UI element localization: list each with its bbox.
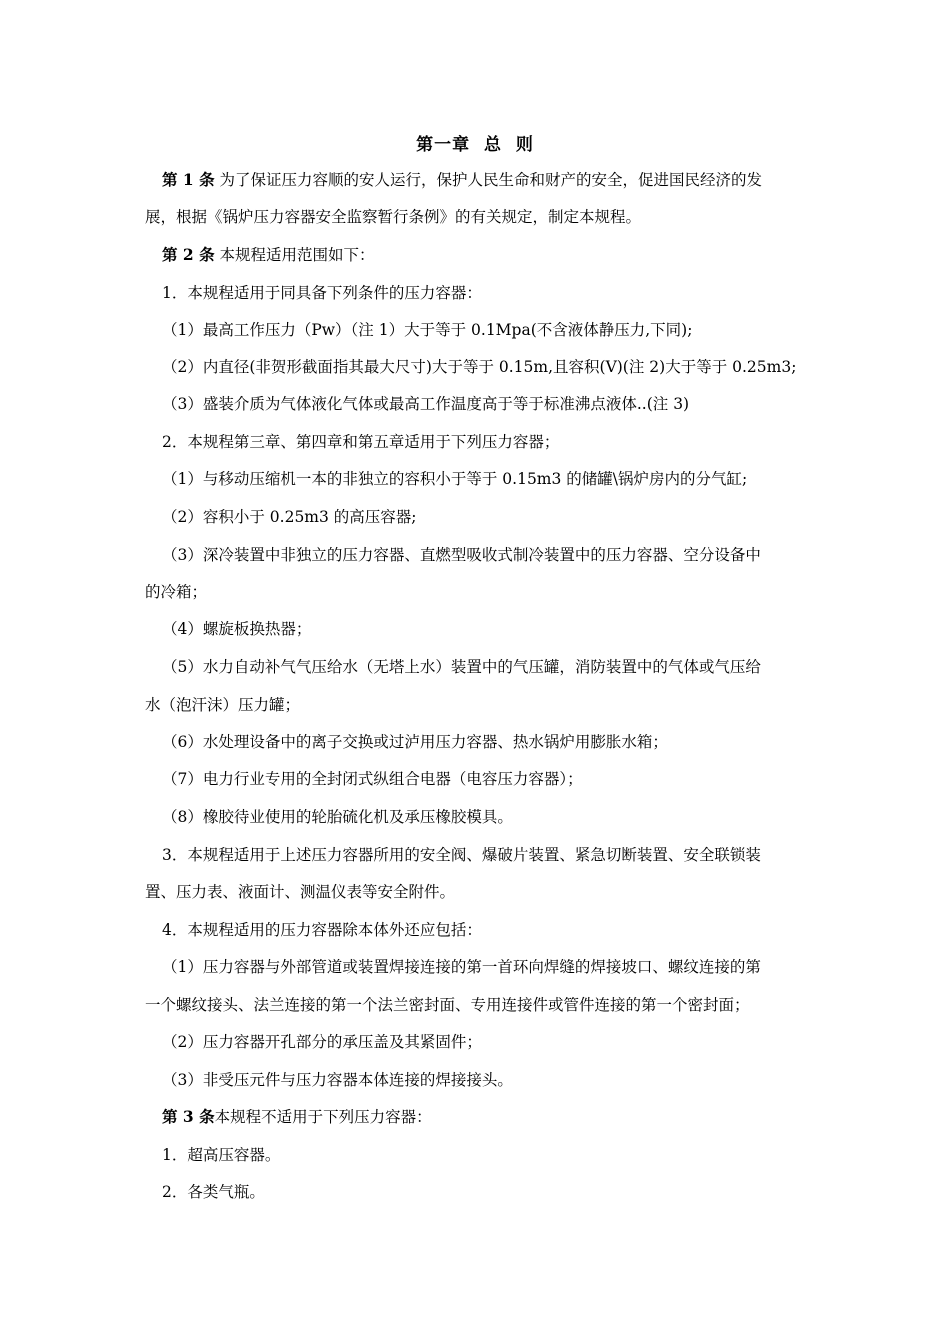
clause-1-item-3: （3）盛装介质为气体液化气体或最高工作温度高于等于标准沸点液体..(注 3) [162, 395, 690, 413]
article-3-label: 第 3 条 [162, 1107, 215, 1126]
article-3-line [162, 1107, 432, 1127]
clause-1-item-2: （2）内直径(非贺形截面指其最大尺寸)大于等于 0.15m,且容积(V)(注 2)大于等于 0.25m3; [162, 358, 797, 376]
article-1-line-1 [162, 170, 762, 190]
article-1-text: 为了保证压力容顺的安人运行，保护人民生命和财产的安全，促进国民经济的发 [214, 171, 763, 189]
clause-2-item-1: （1）与移动压缩机一本的非独立的容积小于等于 0.15m3 的储罐\锅炉房内的分气缸; [162, 470, 748, 488]
clause-1: 1．本规程适用于同具备下列条件的压力容器： [162, 284, 482, 302]
clause-2-item-8: （8）橡胶待业使用的轮胎硫化机及承压橡胶模具。 [162, 808, 513, 826]
clause-2-item-4: （4）螺旋板换热器； [162, 620, 312, 638]
clause-1-item-1: （1）最高工作压力（Pw）（注 1）大于等于 0.1Mpa(不含液体静压力,下同); [162, 321, 693, 339]
clause-4-item-1-line-2: 一个螺纹接头、法兰连接的第一个法兰密封面、专用连接件或管件连接的第一个密封面； [145, 996, 750, 1014]
clause-3-line-2: 置、压力表、液面计、测温仪表等安全附件。 [145, 883, 456, 901]
article-3-item-2: 2．各类气瓶。 [162, 1183, 265, 1201]
chapter-title: 第一章 总 则 [416, 135, 534, 155]
clause-4-item-1-line-1: （1）压力容器与外部管道或装置焊接连接的第一首环向焊缝的焊接坡口、螺纹连接的第 [162, 958, 761, 976]
clause-4-item-3: （3）非受压元件与压力容器本体连接的焊接接头。 [162, 1071, 513, 1089]
clause-4-item-2: （2）压力容器开孔部分的承压盖及其紧固件； [162, 1033, 482, 1051]
clause-2-item-5-line-2: 水（泡汗沫）压力罐； [145, 696, 301, 714]
article-2-text: 本规程适用范围如下： [214, 246, 375, 264]
clause-2: 2．本规程第三章、第四章和第五章适用于下列压力容器； [162, 433, 560, 451]
article-1-label: 第 1 条 [162, 170, 215, 189]
article-1-line-2: 展，根据《锅炉压力容器安全监察暂行条例》的有关规定，制定本规程。 [145, 208, 642, 226]
clause-3-line-1: 3．本规程适用于上述压力容器所用的安全阀、爆破片装置、紧急切断装置、安全联锁装 [162, 846, 761, 864]
article-3-text: 本规程不适用于下列压力容器： [214, 1108, 432, 1126]
article-2-line [162, 245, 375, 265]
clause-4: 4．本规程适用的压力容器除本体外还应包括： [162, 921, 482, 939]
clause-2-item-2: （2）容积小于 0.25m3 的高压容器; [162, 508, 417, 526]
article-2-label: 第 2 条 [162, 245, 215, 264]
clause-2-item-6: （6）水处理设备中的离子交换或过泸用压力容器、热水锅炉用膨胀水箱； [162, 733, 668, 751]
clause-2-item-3-line-2: 的冷箱； [145, 583, 208, 601]
clause-2-item-7: （7）电力行业专用的全封闭式纵组合电器（电容压力容器）； [162, 770, 583, 788]
clause-2-item-5-line-1: （5）水力自动补气气压给水（无塔上水）装置中的气压罐，消防装置中的气体或气压给 [162, 658, 761, 676]
article-3-item-1: 1．超高压容器。 [162, 1146, 281, 1164]
clause-2-item-3-line-1: （3）深冷装置中非独立的压力容器、直燃型吸收式制冷装置中的压力容器、空分设备中 [162, 546, 761, 564]
